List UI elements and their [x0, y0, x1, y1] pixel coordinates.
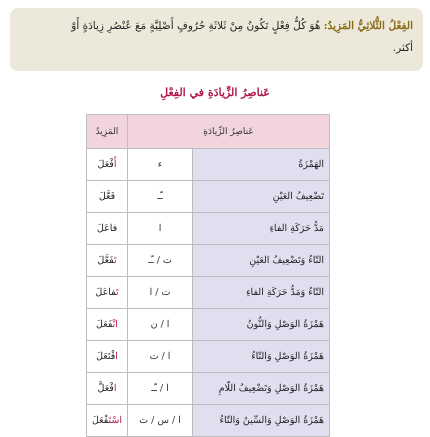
table-row	[87, 373, 330, 405]
element-cell: هَمْزَةُ الوَصْلِ وَالنُّونُ	[193, 309, 330, 341]
pattern-added-letters: تَ	[113, 255, 117, 266]
table-row	[87, 213, 330, 245]
table-row	[87, 277, 330, 309]
letters-cell: ـّـ	[128, 181, 193, 213]
pattern-root: فَعَلَ	[96, 319, 113, 330]
pattern-cell	[87, 373, 128, 405]
pattern-cell	[87, 245, 128, 277]
letters-cell: ا / ـّـ	[128, 373, 193, 405]
element-cell: هَمْزَةُ الوَصْلِ وَالسِّينُ وَالتّاءُ	[193, 405, 330, 437]
table-row	[87, 341, 330, 373]
pattern-cell	[87, 309, 128, 341]
pattern-added-letters: انْ	[112, 319, 118, 330]
pattern-root: فَعَّلَ	[97, 255, 114, 266]
pattern-added-letters: ا	[115, 351, 118, 362]
letters-cell: ت / ـّـ	[128, 245, 193, 277]
header-elements: عَناصِرُ الزِّيادَةِ	[128, 115, 330, 149]
table-row	[87, 309, 330, 341]
pattern-added-letters: اسْتَ	[108, 415, 122, 426]
pattern-cell	[87, 341, 128, 373]
pattern-cell	[87, 149, 128, 181]
table-row	[87, 405, 330, 437]
letters-cell: ء	[128, 149, 193, 181]
table-header-row	[87, 115, 330, 149]
letters-cell: ا	[128, 213, 193, 245]
element-cell: هَمْزَةُ الوَصْلِ وَتَضْعِيفُ اللّامِ	[193, 373, 330, 405]
pattern-root: فْعَلَ	[97, 159, 114, 170]
pattern-added-letters: أَ	[113, 159, 117, 170]
element-cell: مَدُّ حَرَكَةِ الفاءِ	[193, 213, 330, 245]
pattern-root: فْتَعَلَ	[96, 351, 116, 362]
element-cell: التّاءُ وَتَضْعِيفُ العَيْنِ	[193, 245, 330, 277]
pattern-cell	[87, 181, 128, 213]
pattern-root: فْعَلَّ	[97, 383, 114, 394]
header-mazid: المَزِيدُ	[87, 115, 128, 149]
letters-cell: ا / ن	[128, 309, 193, 341]
pattern-root: فَعَّلَ	[98, 191, 116, 202]
letters-cell: ا / س / ت	[128, 405, 193, 437]
pattern-added-letters: ا	[113, 383, 117, 394]
letters-cell: ا / ت	[128, 341, 193, 373]
definition-tail: أكثر.	[392, 42, 413, 54]
table-row	[87, 181, 330, 213]
table-row	[87, 245, 330, 277]
element-cell: التّاءُ وَمَدُّ حَرَكَةِ الفاءِ	[193, 277, 330, 309]
augmentation-elements-table	[86, 114, 330, 437]
pattern-root: فْعَلَ	[91, 415, 109, 426]
definition-text: هُوَ كُلُّ فِعْلٍ تَكُونُ مِنْ ثَلاثَةِ حُرُوفٍ أَصْلِيَّةٍ مَعَ عُنْصُرِ زِيادَةٍ أَوْ	[71, 20, 321, 32]
element-cell: الهَمْزَةُ	[193, 149, 330, 181]
definition-box	[10, 8, 423, 71]
table-title: عَناصِرُ الزِّيادَةِ في الفِعْلِ	[160, 86, 270, 99]
table-row	[87, 149, 330, 181]
pattern-root: فاعَلَ	[96, 223, 118, 234]
pattern-cell	[87, 213, 128, 245]
element-cell: هَمْزَةُ الوَصْلِ وَالتّاءُ	[193, 341, 330, 373]
pattern-added-letters: تَ	[115, 287, 119, 298]
pattern-cell	[87, 405, 128, 437]
element-cell: تَضْعِيفُ العَيْنِ	[193, 181, 330, 213]
letters-cell: ت / ا	[128, 277, 193, 309]
definition-term: الفِعْلُ الثُّلاثِيُّ المَزِيدُ:	[323, 20, 413, 32]
pattern-cell	[87, 277, 128, 309]
pattern-root: فاعَلَ	[95, 287, 116, 298]
